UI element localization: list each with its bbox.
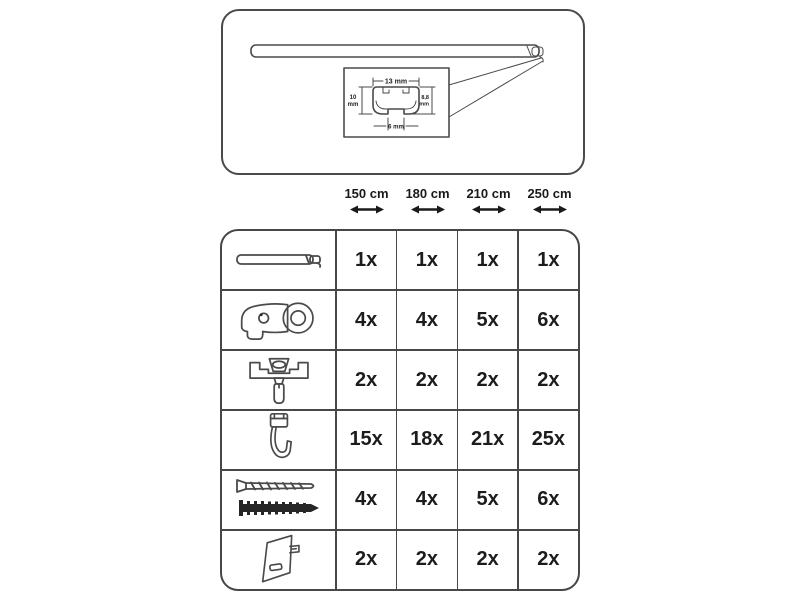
width-arrow-icon [472,204,506,215]
quantity-cell: 2x [337,351,396,409]
bracket-icon [235,295,323,345]
dimension-slot-label: 6 mm [388,124,404,131]
dimension-height-right-value: 8,8 [421,95,429,101]
quantity-cell: 2x [458,531,517,589]
size-header-150 [336,186,397,215]
part-icon-cell-mounting-bracket [222,291,335,349]
quantity-cell: 1x [337,231,396,289]
size-label: 210 cm [466,186,511,201]
quantity-cell: 4x [397,471,456,529]
width-arrow-icon [350,204,384,215]
quantity-cell: 1x [458,231,517,289]
size-column-headers [336,186,582,215]
quantity-cell: 5x [458,291,517,349]
leader-line [449,58,541,85]
rail-bar [251,45,539,57]
size-label: 180 cm [405,186,450,201]
size-label: 150 cm [344,186,389,201]
quantity-cell: 15x [337,411,396,469]
quantity-cell: 2x [519,351,578,409]
quantity-cell: 1x [519,231,578,289]
quantity-cell: 18x [397,411,456,469]
part-icon-cell-screw-and-plug [222,471,335,529]
quantity-cell: 6x [519,471,578,529]
rail-technical-drawing [223,11,579,169]
quantity-cell: 4x [337,471,396,529]
quantity-cell: 6x [519,291,578,349]
quantity-cell: 2x [458,351,517,409]
quantity-cell: 4x [337,291,396,349]
quantity-cell: 4x [397,291,456,349]
size-header-250 [519,186,580,215]
size-header-180 [397,186,458,215]
rail-icon [234,250,324,270]
glider-icon [244,353,314,407]
size-label: 250 cm [527,186,572,201]
plate-icon [252,531,306,589]
quantity-cell: 5x [458,471,517,529]
quantity-cell: 25x [519,411,578,469]
quantity-cell: 2x [337,531,396,589]
width-arrow-icon [533,204,567,215]
leader-line [449,61,543,117]
size-header-210 [458,186,519,215]
part-icon-cell-curtain-hook [222,411,335,469]
dimension-height-left-value: 10 [349,95,357,101]
rail-profile [373,87,419,114]
dimension-height-left-unit: mm [347,102,359,108]
quantity-cell: 1x [397,231,456,289]
rail-drawing-panel [221,9,585,175]
dimension-height-right-unit: mm [419,101,429,108]
part-icon-cell-connector-plate [222,531,335,589]
screw-plug-icon [231,476,327,524]
hook-icon [258,411,300,469]
dimension-width-label: 13 mm [384,78,408,86]
part-icon-cell-curtain-rail [222,231,335,289]
parts-quantity-table [220,229,580,591]
width-arrow-icon [411,204,445,215]
part-icon-cell-end-stop-glider [222,351,335,409]
quantity-cell: 2x [397,531,456,589]
quantity-cell: 2x [397,351,456,409]
quantity-cell: 2x [519,531,578,589]
quantity-cell: 21x [458,411,517,469]
